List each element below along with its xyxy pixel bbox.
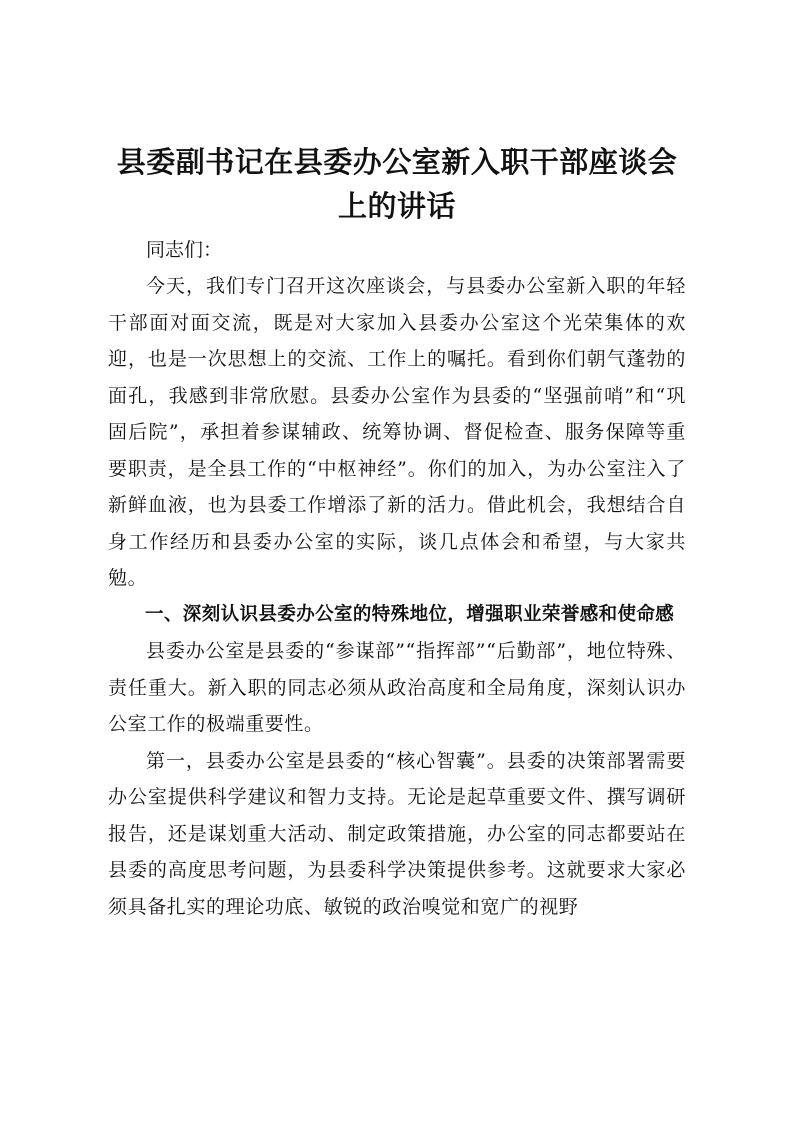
document-page [108,140,686,925]
greeting: 同志们： [146,239,223,261]
body-paragraph-section1-intro: 县委办公室是县委的“参谋部”“指挥部”“后勤部”，地位特殊、责任重大。新入职的同志必须从政治高度和全局角度，深刻认识办公室工作的极端重要性。 [108,640,686,735]
section-heading-1: 一、深刻认识县委办公室的特殊地位，增强职业荣誉感和使命感 [145,603,675,625]
document-title: 县委副书记在县委办公室新入职干部座谈会上的讲话 [116,145,678,223]
body-paragraph-point-1: 第一，县委办公室是县委的“核心智囊”。县委的决策部署需要办公室提供科学建议和智力支持。无论是起草重要文件、撰写调研报告，还是谋划重大活动、制定政策措施，办公室的同志都要站在县委的高度思考问题，为县委科学决策提供参考。这就要求大家必须具备扎实的理论功底、敏锐的政治嗅觉和宽广的视野 [108,749,686,918]
body-paragraph-intro: 今天，我们专门召开这次座谈会，与县委办公室新入职的年轻干部面对面交流，既是对大家加入县委办公室这个光荣集体的欢迎，也是一次思想上的交流、工作上的嘱托。看到你们朝气蓬勃的面孔，我感到非常欣慰。县委办公室作为县委的“坚强前哨”和“巩固后院”，承担着参谋辅政、统筹协调、督促检查、服务保障等重要职责，是全县工作的“中枢神经”。你们的加入，为办公室注入了新鲜血液，也为县委工作增添了新的活力。借此机会，我想结合自身工作经历和县委办公室的实际，谈几点体会和希望，与大家共勉。 [108,275,686,589]
